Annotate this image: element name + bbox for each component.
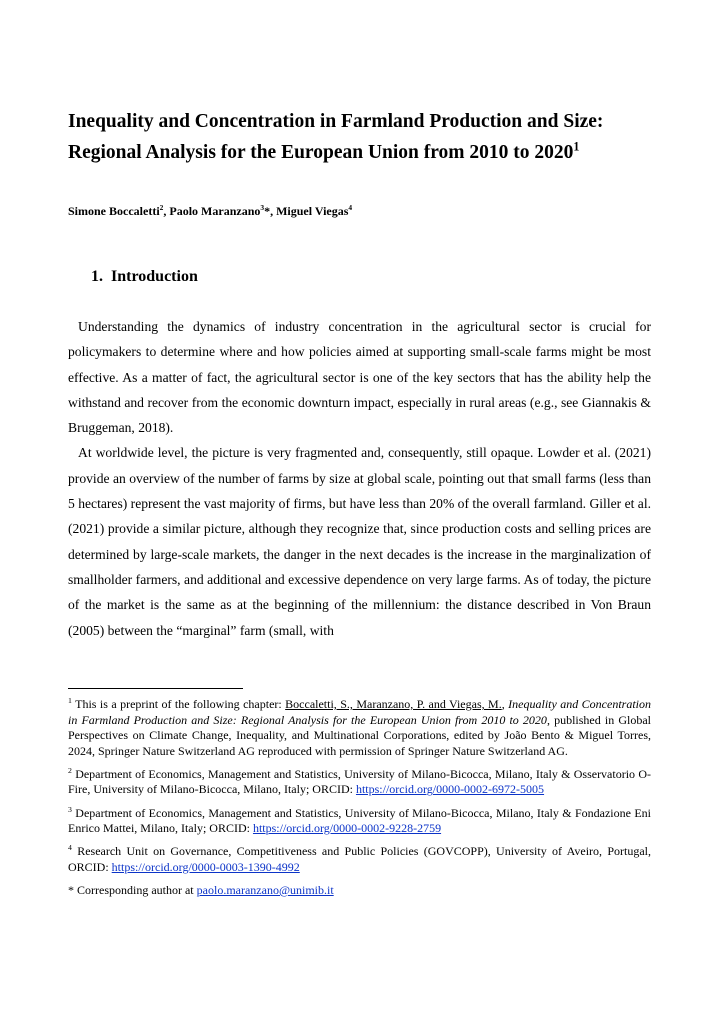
footnote-separator (68, 688, 243, 689)
footnote-1-authors: Boccaletti, S., Maranzano, P. and Viegas, M. (285, 697, 502, 711)
section-title: Introduction (111, 268, 198, 285)
footnote-4 (68, 844, 651, 875)
body-text (68, 314, 651, 643)
footnote-4-text: Research Unit on Governance, Competitiveness and Public Policies (GOVCOPP), University of Aveiro, Portugal, ORCID: (68, 844, 652, 874)
section-number: 1. (91, 268, 103, 285)
author-affiliation-marker[interactable]: 4 (348, 203, 353, 212)
footnote-2-text: Department of Economics, Management and Statistics, University of Milano-Bicocca, Milano, Italy & Osservatorio O-Fire, University of Milano-Bicocca, Milano, Italy; ORCID: (68, 766, 651, 797)
orcid-link[interactable]: https://orcid.org/0000-0002-6972-5005 (355, 782, 545, 797)
author-affiliation-marker[interactable]: 3 (260, 203, 265, 212)
section-heading (91, 268, 198, 286)
orcid-link[interactable]: https://orcid.org/0000-0002-9228-2759 (252, 821, 442, 836)
author-name: Miguel Viegas (276, 204, 349, 218)
footnotes (68, 697, 651, 906)
title-line-2 (68, 137, 668, 168)
footnote-2 (68, 767, 651, 798)
footnote-number: 2 (68, 765, 72, 775)
footnote-3 (68, 806, 651, 837)
author-name: Simone Boccaletti (68, 204, 160, 218)
footnote-number: 4 (68, 843, 72, 853)
orcid-link[interactable]: https://orcid.org/0000-0003-1390-4992 (111, 859, 300, 874)
footnote-number: 3 (68, 804, 72, 814)
footnote-1-sep: , (501, 697, 509, 711)
author-name: Paolo Maranzano (169, 204, 261, 218)
paper-title (68, 106, 668, 168)
email-link[interactable]: paolo.maranzano@unimib.it (196, 882, 334, 897)
author-affiliation-marker[interactable]: 2 (159, 203, 164, 212)
paragraph: Understanding the dynamics of industry concentration in the agricultural sector is crucial for policymakers to determine where and how policies aimed at supporting small-scale farms might be most effective. As a matter of fact, the agricultural sector is one of the key sectors that has the ability help the withstand and recover from the economic downturn impact, especially in rural areas (e.g., see Giannakis & Bruggeman, 2018). (68, 319, 651, 436)
footnote-1-pre: This is a preprint of the following chapter: (75, 697, 286, 711)
paragraph: At worldwide level, the picture is very fragmented and, consequently, still opaque. Lowder et al. (2021) provide an overview of the number of farms by size at global scale, pointing out that small farms (less than 5 hectares) represent the vast majority of firms, but have less than 20% of the overall farmland. Giller et al. (2021) provide a similar picture, although they recognize that, since production costs and selling prices are determined by large-scale markets, the danger in the next decades is the increase in the marginalization of smallholder farmers, and additional and excessive dependence on very large farms. As of today, the picture of the market is the same as at the beginning of the millennium: the distance described in Von Braun (2005) between the “marginal” farm (small, with (68, 445, 651, 638)
footnote-1 (68, 697, 651, 759)
footnote-1-post: , published in Global Perspectives on Climate Change, Inequality, and Multinational Corporations, edited by João Bento & Miguel Torres, 2024, Springer Nature Switzerland AG reproduced with permission of Springer Nature Switzerland AG. (68, 712, 651, 758)
corresponding-mark: * (264, 204, 271, 218)
title-line-1: Inequality and Concentration in Farmland Production and Size: (68, 111, 604, 132)
title-line-2-text: Regional Analysis for the European Union from 2010 to 2020 (68, 142, 574, 163)
corresponding-author-text: * Corresponding author at (68, 882, 197, 897)
footnote-1-chapter-title: Inequality and Concentration in Farmland Production and Size: Regional Analysis for the European Union from 2010 to 2020 (68, 697, 652, 727)
author-list: Simone Boccaletti$^2$, Paolo Maranzano$^3$*, Miguel Viegas$^4$ (68, 203, 353, 218)
corresponding-author-note (68, 883, 651, 899)
footnote-number: 1 (68, 696, 72, 705)
footnote-3-text: Department of Economics, Management and Statistics, University of Milano-Bicocca, Milano, Italy & Fondazione Eni Enrico Mattei, Milano, Italy; ORCID: (68, 805, 651, 836)
title-footnote-marker[interactable]: 1 (573, 139, 580, 154)
